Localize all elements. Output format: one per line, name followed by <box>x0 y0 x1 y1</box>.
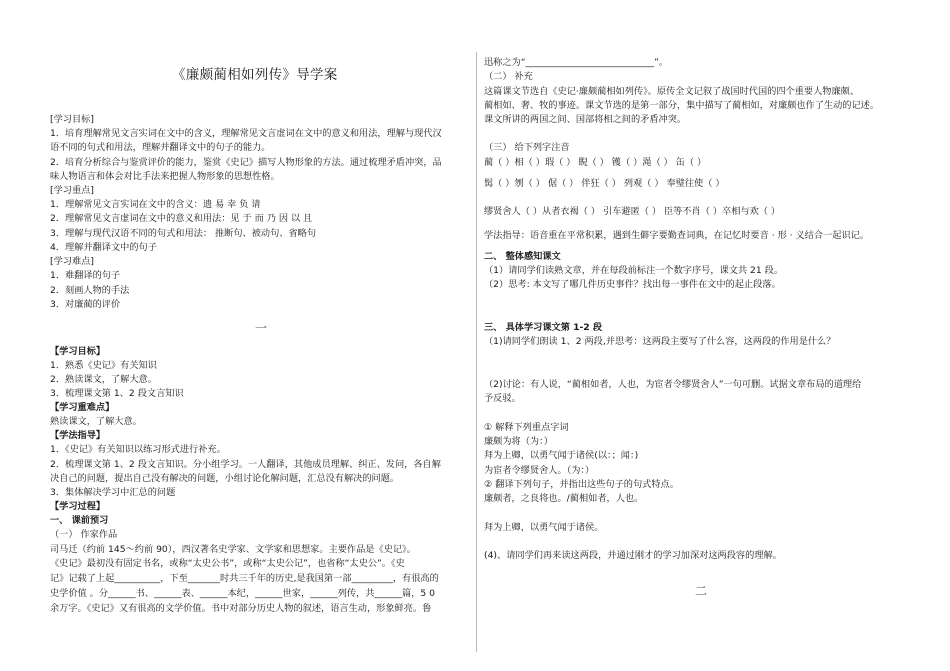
text-line: 记》记载了上起__________，下至_______时共三千年的历史,是我国第一部_________，有很高的 <box>50 573 439 584</box>
section-heading: 一、 课前预习 <box>50 515 109 526</box>
section-heading: （三） 给下列字注音 <box>484 142 570 153</box>
text-line: 1．理解常见文言实词在文中的含义：遗 易 幸 负 请 <box>50 199 261 210</box>
text-line: 迅称之为“____________________________”。 <box>484 57 669 68</box>
text-line: 蔺相如、奢、牧的事迹。课文节选的是第一部分，集中描写了蔺相如，对廉颇也作了生动的记述。 <box>484 100 880 111</box>
text-line: （1)请同学们朗读 1、2 两段,并思考：这两段主要写了什么容，这两段的作用是什么？ <box>484 336 836 347</box>
text-line: 2．熟读课文，了解大意。 <box>50 374 157 385</box>
section-heading: 三、 具体学习课文第 1-2 段 <box>484 322 603 333</box>
text-line: 司马迁（约前 145～约前 90），西汉著名史学家、文学家和思想家。主要作品是《史记》。 <box>50 544 416 555</box>
text-line: 为宦者令缪贤舍人。（为：） <box>484 465 595 476</box>
text-line: 蔺（ ）相（ ）瑕（ ） 睨（ ） 镬（ ）渑（ ） 缶（ ） <box>484 157 707 168</box>
text-line: 拜为上卿，以勇气闻于诸侯(以：；闻：) <box>484 450 639 461</box>
text-line: 3．集体解决学习中汇总的问题 <box>50 487 176 498</box>
text-line: 廉颇为将（为：） <box>484 436 553 447</box>
text-line: 这篇课文节选自《史记·廉颇蔺相如列传》。原传全文记叙了战国时代国的四个重要人物廉颇、 <box>484 86 860 97</box>
text-line: 予反驳。 <box>484 393 521 404</box>
text-line: (4)、请同学们再来读这两段，并通过刚才的学习加深对这两段容的理解。 <box>484 550 782 561</box>
page-title: 《廉颇蔺相如列传》导学案 <box>172 67 338 83</box>
text-line: （2）思考: 本文写了哪几件历史事件？找出每一事件在文中的起止段落。 <box>484 279 781 290</box>
text-line: ② 翻译下列句子，并指出这些句子的句式特点。 <box>484 479 679 490</box>
part-number: 二 <box>695 584 708 598</box>
text-line: 1．难翻译的句子 <box>50 270 121 281</box>
text-line: 3．梳理课文第 1、2 段文言知识 <box>50 388 184 399</box>
text-line: 3．理解与现代汉语不同的句式和用法： 推断句、被动句、省略句 <box>50 228 317 239</box>
section-heading: [学习目标] <box>50 114 94 125</box>
text-line: ① 解释下列重点字词 <box>484 422 569 433</box>
text-line: 熟读课文，了解大意。 <box>50 416 142 427</box>
section-heading: 二、 整体感知课文 <box>484 251 561 262</box>
text-line: （一） 作家作品 <box>50 529 118 540</box>
text-line: 味人物语言和体会对比手法来把握人物形象的思想性格。 <box>50 171 280 182</box>
text-line: 2．理解常见文言虚词在文中的意义和用法：见 于 而 乃 因 以 且 <box>50 213 313 224</box>
text-line: 1．熟悉《史记》有关知识 <box>50 360 157 371</box>
text-line: 3．对廉蔺的评价 <box>50 299 121 310</box>
text-line: 2．培育分析综合与鉴赏评价的能力，鉴赏《史记》描写人物形象的方法。通过梳理矛盾冲突，品 <box>50 157 442 168</box>
text-line: 2．刻画人物的手法 <box>50 285 130 296</box>
text-line: 廉颇者，之良将也。/蔺相如者，人也。 <box>484 493 644 504</box>
text-line: 1．培育理解常见文言实词在文中的含义，理解常见文言虚词在文中的意义和用法，理解与现代汉 <box>50 128 442 139</box>
text-line: 决自己的问题，提出自己没有解决的问题，小组讨论化解问题，汇总没有解决的问题。 <box>50 473 400 484</box>
section-heading: [学习重点] <box>50 185 94 196</box>
section-heading: 【学习过程】 <box>50 501 106 512</box>
section-heading: 【学习重难点】 <box>50 402 115 413</box>
part-number: 一 <box>255 321 268 335</box>
text-line: 缪贤舍人（ ）从者衣褐（ ） 引车避匿（ ） 臣等不肖（ ）卒相与欢（ ） <box>484 206 781 217</box>
text-line: 1．《史记》有关知识以练习形式进行补充。 <box>50 444 226 455</box>
column-divider <box>476 52 477 652</box>
text-line: 4．理解并翻译文中的句子 <box>50 242 157 253</box>
text-line: 拜为上卿，以勇气闻于诸侯。 <box>484 522 604 533</box>
section-heading: 【学习目标】 <box>50 346 106 357</box>
section-heading: [学习难点] <box>50 256 94 267</box>
text-line: （1）请同学们读熟文章，并在每段前标注一个数字序号，课文共 21 段。 <box>484 265 784 276</box>
text-line: （2)讨论：有人说，“蔺相如者，人也，为宦者令缪贤舍人”一句可删。试据文章布局的道理给 <box>484 379 862 390</box>
section-heading: 【学法指导】 <box>50 430 106 441</box>
text-line: 语不同的句式和用法，理解并翻译文中的句子的能力。 <box>50 142 271 153</box>
text-line: 课文所讲的两国之间、国部将相之间的矛盾冲突。 <box>484 114 687 125</box>
text-line: 余万字。《史记》又有很高的文学价值。书中对部分历史人物的叙述，语言生动，形象鲜亮。鲁 <box>50 603 432 614</box>
text-line: 髯（ ）刎（ ） 倨（ ） 伴狂（ ） 列观（ ） 奉璧往使（ ） <box>484 178 725 189</box>
section-heading: （二） 补充 <box>484 71 533 82</box>
text-line: 《史记》最初没有固定书名，或称“太史公书”，或称“太史公记”，也省称“太史公”。《史 <box>50 558 405 569</box>
text-line: 学法指导：语音重在平常积累，遇到生僻字要勤查词典，在记忆时要音 · 形 · 义结合一起识记。 <box>484 230 870 241</box>
text-line: 史学价值 。分______书、______表、______本纪，______世家，______列传，共______篇，5 0 <box>50 588 436 599</box>
text-line: 2．梳理课文第 1、2 段文言知识。分小组学习。一人翻译，其他成员理解、纠正、发问，各自解 <box>50 459 441 470</box>
